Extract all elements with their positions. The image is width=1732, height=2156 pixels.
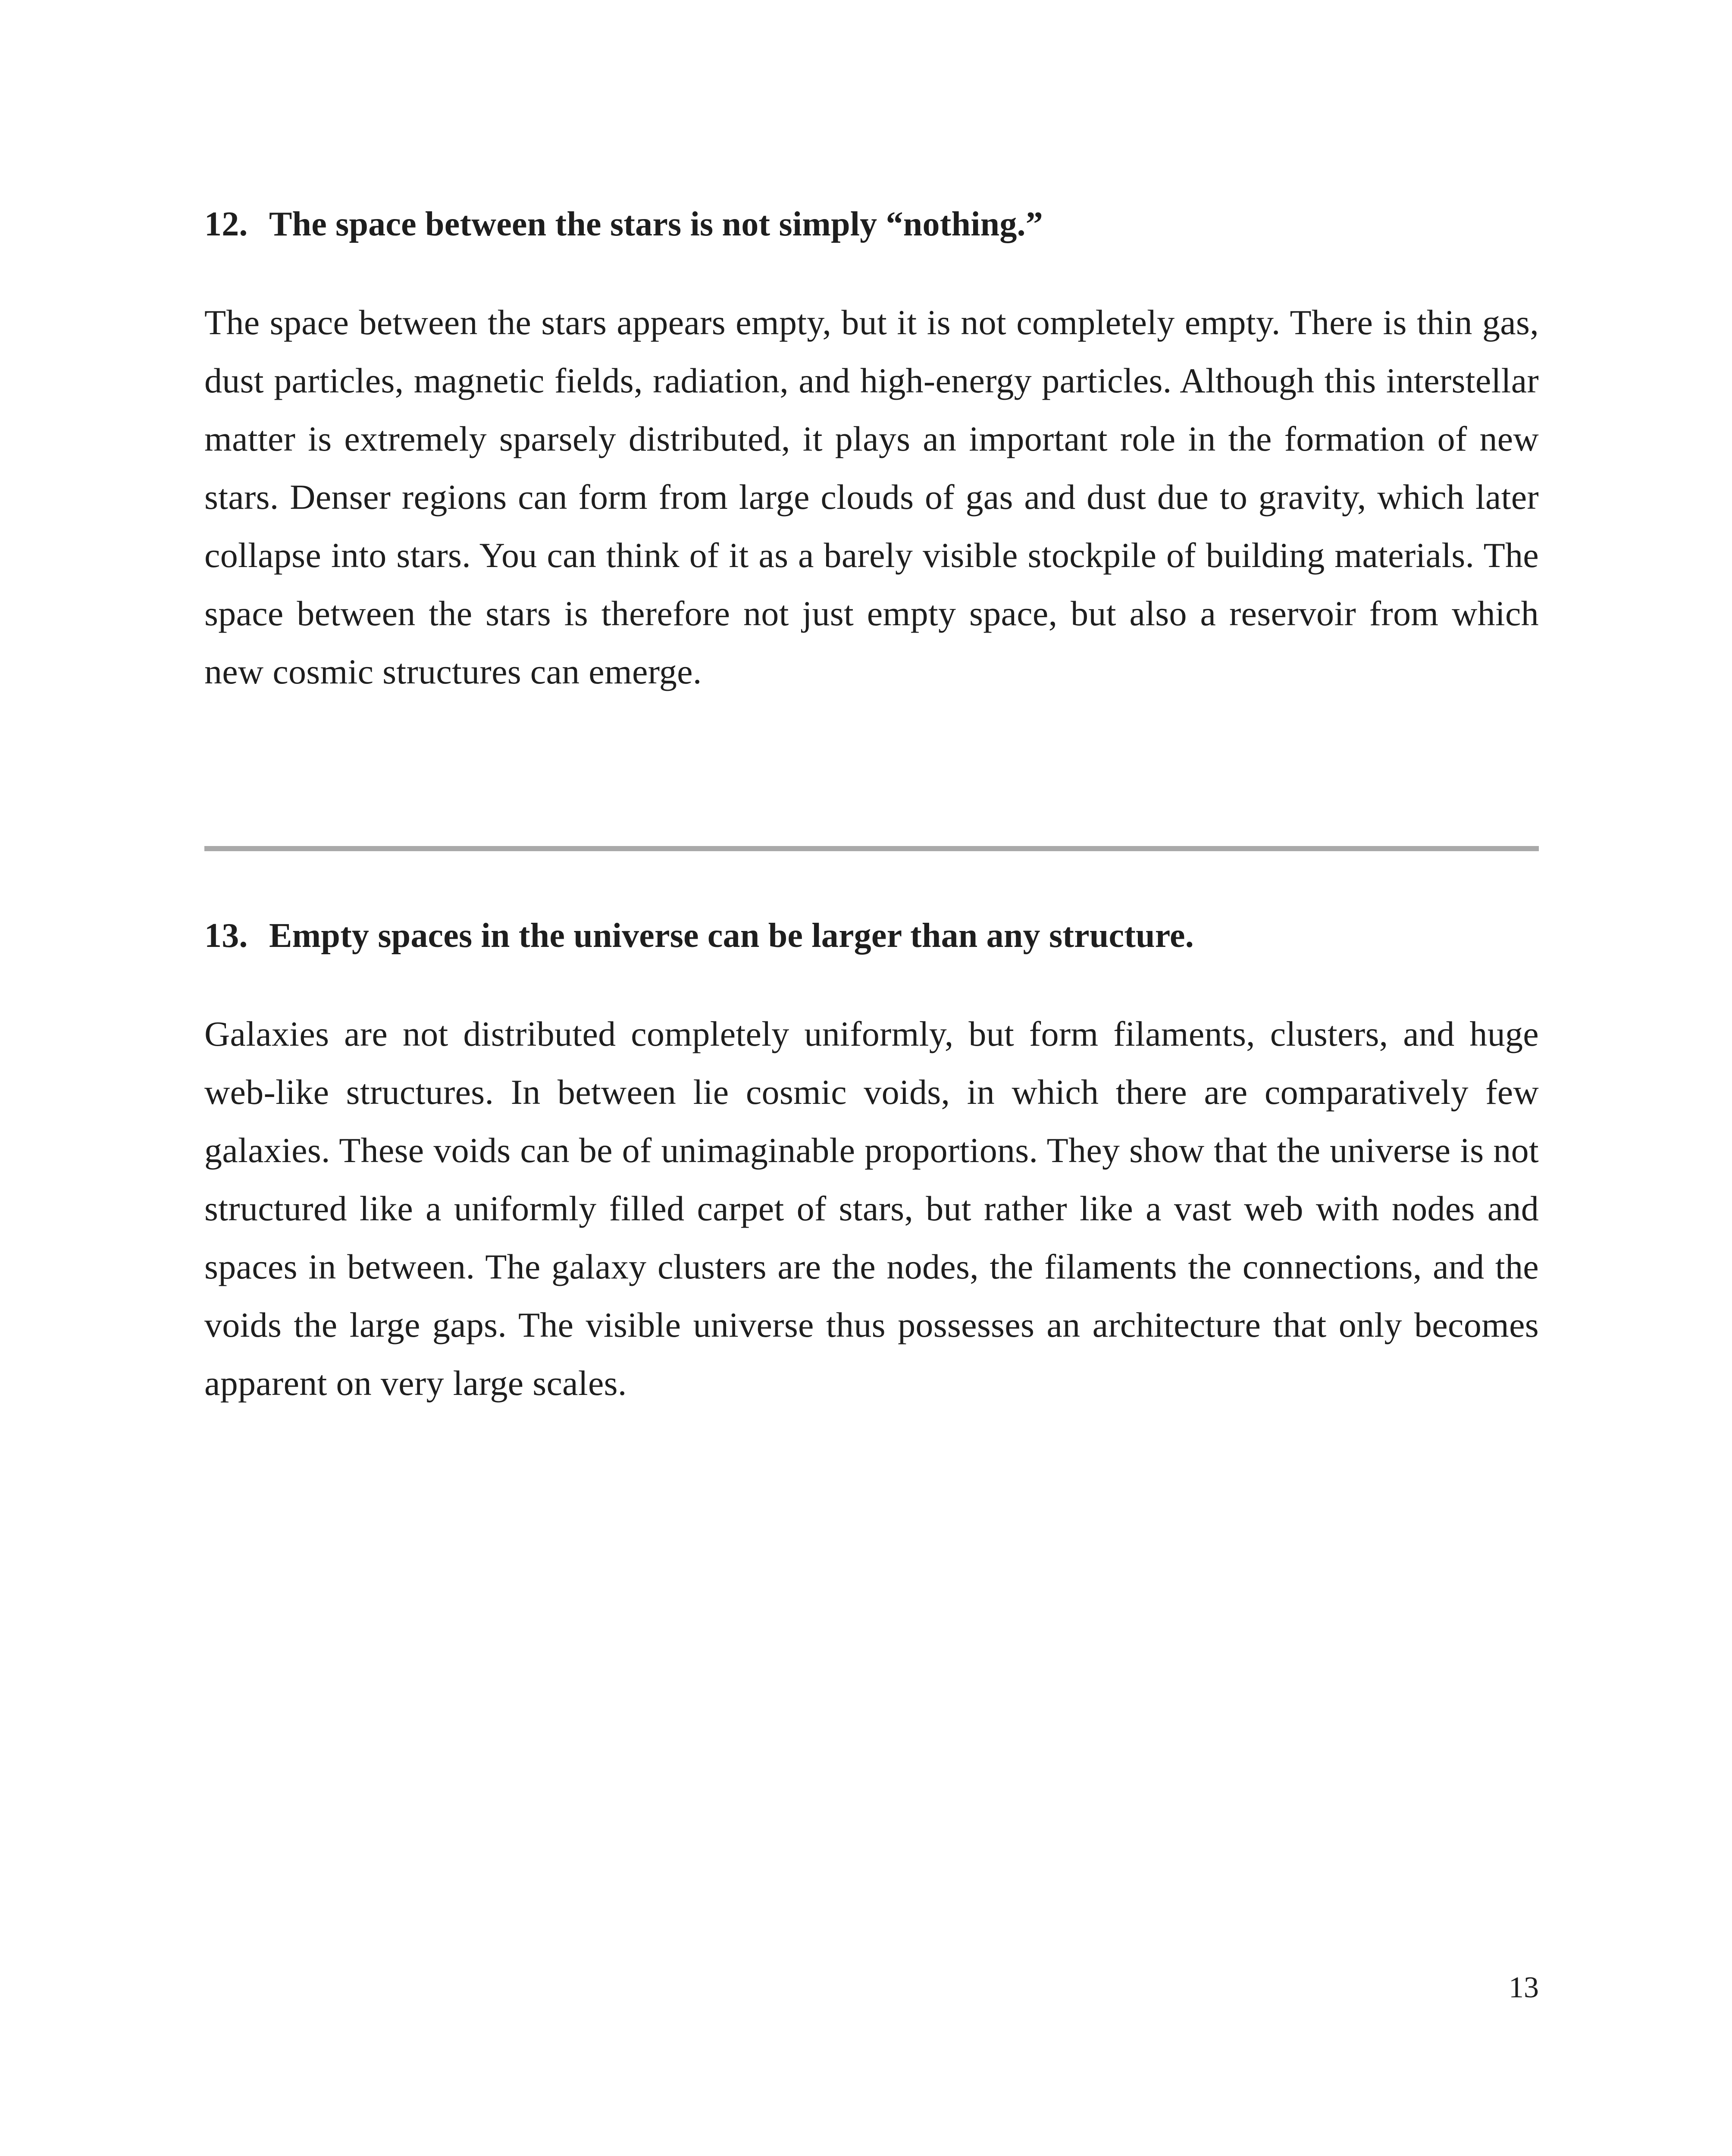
section-title: Empty spaces in the universe can be larger than any structure.	[269, 917, 1194, 955]
section-divider	[204, 846, 1539, 851]
section-paragraph: Galaxies are not distributed completely uniformly, but form filaments, clusters, and huge web-like structures. In between lie cosmic voids, in which there are comparatively few galaxies. These voids can be of unimaginable proportions. They show that the universe is not structured like a uniformly filled carpet of stars, but rather like a vast web with nodes and spaces in between. The galaxy clusters are the nodes, the filaments the connections, and the voids the large gaps. The visible universe thus possesses an architecture that only becomes apparent on very large scales.	[204, 1014, 1539, 1403]
section-number: 12.	[204, 205, 248, 243]
section-number: 13.	[204, 917, 248, 955]
section-title: The space between the stars is not simply “nothing.”	[269, 205, 1043, 243]
section-paragraph: The space between the stars appears empty, but it is not completely empty. There is thin gas, dust particles, magnetic fields, radiation, and high-energy particles. Although this interstellar matter is extremely sparsely distributed, it plays an important role in the formation of new stars. Denser regions can form from large clouds of gas and dust due to gravity, which later collapse into stars. You can think of it as a barely visible stockpile of building materials. The space between the stars is therefore not just empty space, but also a reservoir from which new cosmic structures can emerge.	[204, 303, 1539, 691]
page-number: 13	[1509, 1971, 1539, 2004]
section-heading	[204, 201, 1539, 248]
section-12	[204, 201, 1539, 701]
section-13	[204, 912, 1539, 1412]
section-heading	[204, 912, 1539, 959]
